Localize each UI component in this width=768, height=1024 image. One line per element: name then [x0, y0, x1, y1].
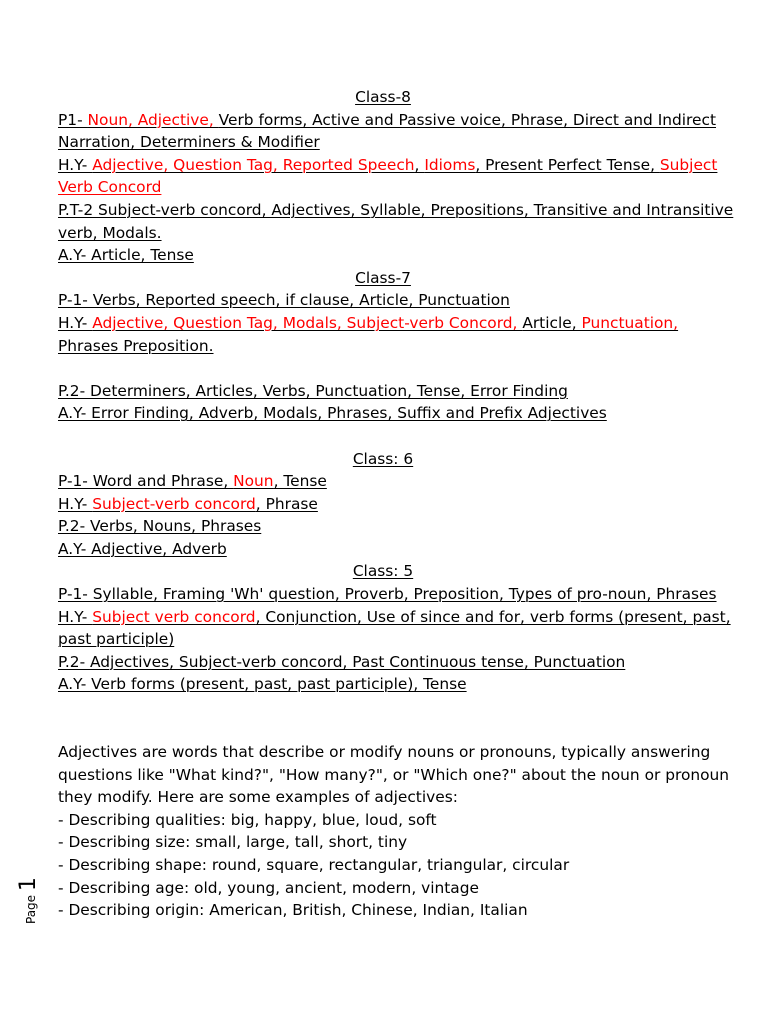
hy-separator: , [414, 155, 425, 174]
class-6-hy [58, 493, 718, 516]
class-8-ay: A.Y- Article, Tense [58, 246, 194, 265]
page-number-footer [14, 868, 44, 928]
class-5-hy-line-2: past participle) [58, 630, 175, 649]
hy-label: H.Y- [58, 313, 93, 332]
class-8-heading: Class-8 [355, 88, 411, 106]
class-7-hy-line-1 [58, 312, 718, 335]
hy-label: H.Y- [58, 155, 93, 174]
hy-topics: , Conjunction, Use of since and for, verb forms (present, past, [255, 607, 731, 626]
adjectives-intro-line-2: questions like "What kind?", "How many?", or "Which one?" about the noun or pronoun [58, 765, 730, 784]
adjectives-list-item: - Describing qualities: big, happy, blue, loud, soft [58, 810, 437, 829]
page-number-label [16, 877, 41, 924]
p1-topics-b: , Tense [273, 472, 327, 491]
adjectives-list-item: - Describing origin: American, British, Chinese, Indian, Italian [58, 901, 528, 920]
spacer [58, 425, 718, 448]
document-body [58, 86, 734, 922]
class-6-ay: A.Y- Adjective, Adverb [58, 539, 227, 558]
hy-black-topics: , Present Perfect Tense, [475, 155, 660, 174]
hy-label: H.Y- [58, 494, 93, 513]
p1-topics-a: P-1- Word and Phrase, [58, 472, 234, 491]
class-6-heading: Class: 6 [352, 449, 414, 468]
hy-red-topic: Subject-verb concord [92, 494, 256, 513]
hy-red-topic: Subject verb concord [92, 607, 256, 626]
p1-red-topic: Noun [233, 472, 274, 491]
spacer [58, 696, 718, 741]
class-7-p1: P-1- Verbs, Reported speech, if clause, Article, Punctuation [58, 291, 510, 310]
class-5-p2: P.2- Adjectives, Subject-verb concord, Past Continuous tense, Punctuation [58, 652, 626, 671]
adjectives-intro-line-1: Adjectives are words that describe or modify nouns or pronouns, typically answering [58, 743, 711, 762]
class-8-p1-line-2: Narration, Determiners & Modifier [58, 133, 320, 152]
hy-black-topics: Article, [522, 313, 582, 332]
class-5-ay: A.Y- Verb forms (present, past, past participle), Tense [58, 675, 467, 694]
hy-red-topics-2: Punctuation, [581, 313, 679, 332]
class-8-p1-line-1 [58, 109, 718, 132]
p1-red-topics: Noun, Adjective, [87, 110, 219, 129]
spacer [58, 357, 718, 380]
hy-red-topics-3: Subject [659, 155, 718, 174]
hy-topics: , Phrase [255, 494, 318, 513]
hy-red-topics-1: Adjective, Question Tag, Reported Speech [92, 155, 415, 174]
class-8-hy-line-1 [58, 154, 718, 177]
adjectives-intro-line-3: they modify. Here are some examples of adjectives: [58, 788, 458, 807]
class-6-p2: P.2- Verbs, Nouns, Phrases [58, 517, 262, 536]
class-7-ay: A.Y- Error Finding, Adverb, Modals, Phrases, Suffix and Prefix Adjectives [58, 404, 607, 423]
class-5-hy-line-1 [58, 606, 731, 629]
class-7-p2: P.2- Determiners, Articles, Verbs, Punctuation, Tense, Error Finding [58, 381, 568, 400]
hy-red-topics-2: Idioms [424, 155, 476, 174]
adjectives-list-item: - Describing size: small, large, tall, short, tiny [58, 833, 408, 852]
class-7-hy-line-2: Phrases Preposition. [58, 336, 214, 355]
hy-red-topics-1: Adjective, Question Tag, Modals, Subject-verb Concord, [92, 313, 523, 332]
p1-label: P1- [58, 110, 88, 129]
page-number: 1 [16, 877, 41, 892]
class-5-p1: P-1- Syllable, Framing 'Wh' question, Proverb, Preposition, Types of pro-noun, Phrases [58, 585, 717, 604]
class-6-p1 [58, 470, 718, 493]
p1-topics: Verb forms, Active and Passive voice, Phrase, Direct and Indirect [218, 110, 716, 129]
class-8-hy-line-2: Verb Concord [58, 178, 162, 197]
adjectives-paragraph [58, 741, 730, 922]
hy-label: H.Y- [58, 607, 93, 626]
page-word: Page [24, 891, 38, 924]
class-7-heading: Class-7 [355, 268, 411, 287]
adjectives-list-item: - Describing age: old, young, ancient, modern, vintage [58, 878, 479, 897]
class-8-pt2-line-1: P.T-2 Subject-verb concord, Adjectives, Syllable, Prepositions, Transitive and Intransitive [58, 200, 734, 219]
class-8-pt2-line-2: verb, Modals. [58, 223, 162, 242]
adjectives-list-item: - Describing shape: round, square, rectangular, triangular, circular [58, 856, 570, 874]
class-5-heading: Class: 5 [352, 562, 414, 581]
